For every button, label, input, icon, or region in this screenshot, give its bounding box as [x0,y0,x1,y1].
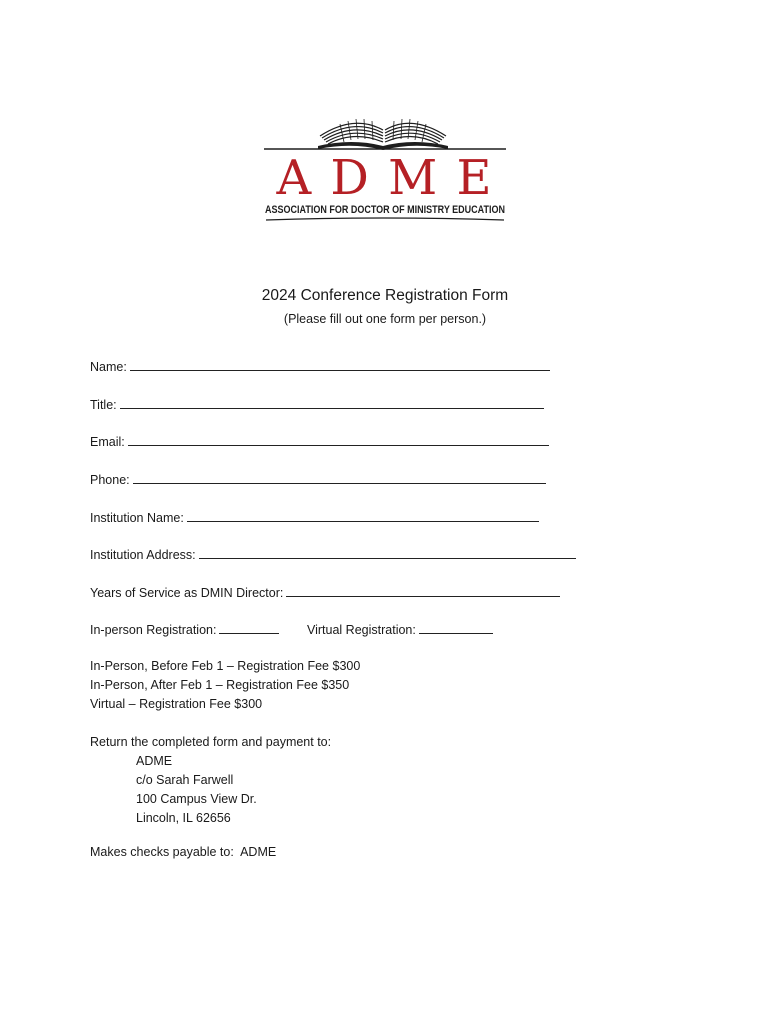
address-line: ADME [136,754,173,768]
name-label: Name: [90,360,127,374]
title-field[interactable] [90,397,544,413]
address-line: Lincoln, IL 62656 [136,811,231,825]
form-title: 2024 Conference Registration Form [261,287,509,304]
address-line: c/o Sarah Farwell [136,773,234,787]
institution-name-blank[interactable] [187,510,539,522]
fee-item: In-Person, Before Feb 1 – Registration Fee $300 [90,659,361,673]
email-label: Email: [90,435,125,449]
email-field[interactable] [90,434,549,450]
fee-item: Virtual – Registration Fee $300 [90,697,263,711]
in-person-registration-blank[interactable] [219,622,279,634]
in-person-registration-label: In-person Registration: [90,623,217,637]
years-service-field[interactable] [90,585,560,601]
adme-logo [262,112,508,226]
phone-field[interactable] [90,472,546,488]
name-field[interactable] [90,359,550,375]
institution-address-field[interactable] [90,547,576,563]
payable-note: Makes checks payable to: ADME [90,845,277,859]
fee-item: In-Person, After Feb 1 – Registration Fee $350 [90,678,350,692]
years-service-blank[interactable] [286,585,560,597]
phone-label: Phone: [90,473,130,487]
address-line: 100 Campus View Dr. [136,792,257,806]
institution-address-blank[interactable] [199,547,576,559]
fee-list [90,657,360,714]
virtual-registration-label: Virtual Registration: [307,623,416,637]
name-blank[interactable] [130,359,550,371]
institution-name-field[interactable] [90,510,539,526]
return-heading: Return the completed form and payment to: [90,735,332,749]
institution-name-label: Institution Name: [90,511,184,525]
years-service-label: Years of Service as DMIN Director: [90,586,284,600]
open-book-logo-icon [262,112,508,226]
institution-address-label: Institution Address: [90,548,196,562]
in-person-registration-field[interactable] [90,622,279,638]
phone-blank[interactable] [133,472,546,484]
email-blank[interactable] [128,434,549,446]
virtual-registration-blank[interactable] [419,622,493,634]
logo-tagline: ASSOCIATION FOR DOCTOR OF MINISTRY EDUCATION [265,204,506,216]
form-subtitle: (Please fill out one form per person.) [283,312,487,326]
return-info [90,733,331,828]
title-blank[interactable] [120,397,544,409]
title-label: Title: [90,398,117,412]
logo-letters: A D M E [276,150,494,206]
virtual-registration-field[interactable] [307,622,493,638]
